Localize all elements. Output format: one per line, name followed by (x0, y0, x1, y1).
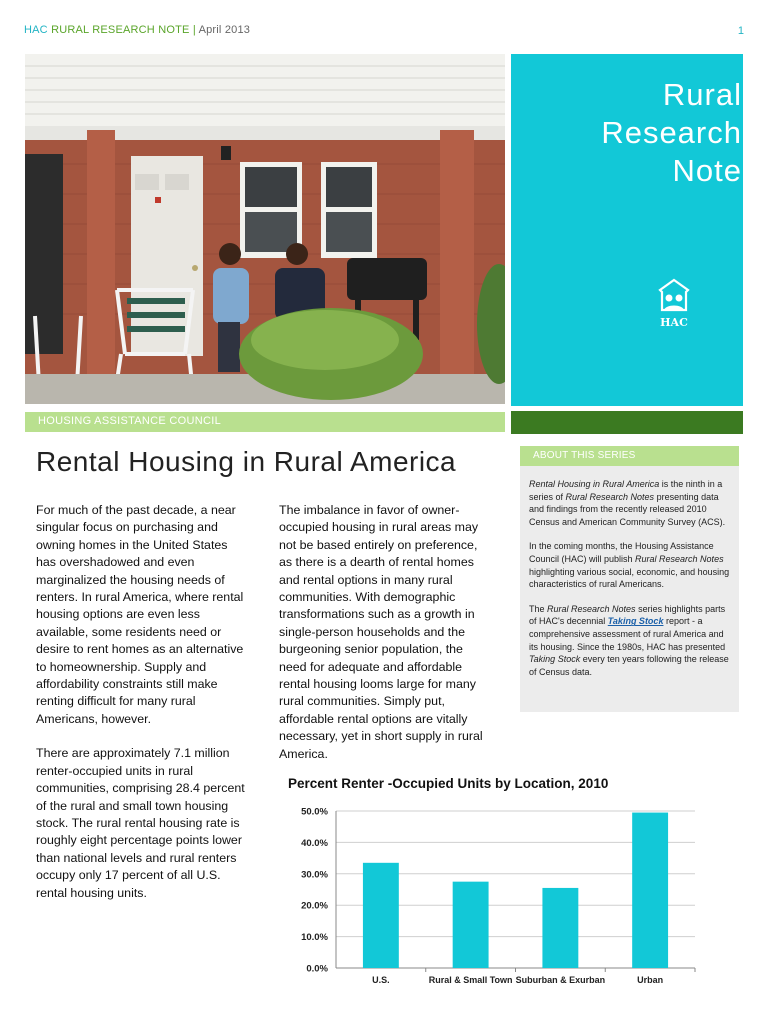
y-tick-label: 10.0% (301, 932, 328, 944)
body-paragraph-3: The imbalance in favor of owner-occupied housing in rural areas may not be based entirely on preference, as there is a dearth of rental homes and rental options in many rural communities. With demographic transformations such as a growth in single-person households and the burgeoning senior population, the need for adequate and affordable rental housing looms large for many rural communities. Simply put, affordable rental options are vitally necessary, yet in short supply in rural America. (279, 503, 483, 761)
cover-title-line-1: Rural (662, 77, 742, 112)
header-date: April 2013 (198, 24, 251, 36)
about-paragraph-1 (529, 478, 730, 528)
org-band-label: HOUSING ASSISTANCE COUNCIL (38, 415, 222, 427)
header-separator: | (192, 24, 196, 36)
about-p1-italic-2: Rural Research Notes (565, 491, 655, 502)
about-p3-text-b: series highlights parts of HAC's decennial (529, 603, 726, 627)
porch-photo-illustration (25, 54, 505, 404)
header-series: RURAL RESEARCH NOTE (51, 24, 190, 36)
about-p2-text-a: In the coming months, the Housing Assistance Council (HAC) will publish (529, 541, 714, 564)
cover-photo (25, 54, 505, 404)
cover-series-title (601, 76, 742, 190)
bar (632, 813, 668, 968)
about-p3-italic: Rural Research Notes (547, 603, 636, 614)
x-tick-label: U.S. (372, 975, 390, 985)
about-p3-italic-2: Taking Stock (529, 654, 581, 665)
page-header (24, 24, 250, 36)
about-p3-text-a: The (529, 603, 548, 614)
about-p1-text-b: presenting data and findings from the recently released 2010 Census and American Community Survey (ACS). (529, 491, 726, 527)
about-p1-italic: Rental Housing in Rural America (529, 479, 660, 489)
taking-stock-link[interactable]: Taking Stock (607, 616, 664, 627)
hac-logo-text: HAC (660, 316, 688, 329)
about-p3-text-c: report - a comprehensive assessment of rural America and its housing. Since the 1980s, HAC has presented (529, 616, 726, 652)
bar (542, 888, 578, 968)
body-column-1 (36, 502, 246, 919)
cover-title-line-2: Research (601, 115, 742, 150)
about-p2-italic: Rural Research Notes (635, 553, 724, 564)
about-p1-text-a: is the ninth in a series of (529, 479, 723, 502)
about-series-header (520, 446, 739, 466)
article-title: Rental Housing in Rural America (36, 446, 457, 477)
about-series-box (520, 446, 739, 712)
bar (453, 882, 489, 968)
org-band (25, 412, 505, 432)
y-tick-label: 30.0% (301, 869, 328, 881)
hac-logo-icon (652, 276, 696, 332)
bar (363, 863, 399, 968)
page-number: 1 (737, 25, 744, 37)
body-column-2 (279, 502, 493, 780)
hac-logo (652, 276, 696, 332)
cover-title-line-3: Note (672, 153, 742, 188)
renter-occupied-bar-chart (280, 800, 750, 1010)
about-series-body (529, 478, 730, 690)
y-tick-label: 0.0% (306, 963, 328, 975)
y-tick-label: 20.0% (301, 900, 328, 912)
about-paragraph-2 (529, 540, 730, 590)
x-tick-label: Urban (637, 975, 664, 985)
body-paragraph-1: For much of the past decade, a near singular focus on purchasing and owning homes in the United States has overshadowed and even marginalized the housing needs of renters. In rural America, where rental housing options are even less available, some residents need or desire to rent homes as an alternative to homeownership. Supply and affordability constraints still make renting difficult for many rural Americans, however. (36, 503, 244, 726)
body-paragraph-2: There are approximately 7.1 million renter-occupied units in rural communities, comprising 28.4 percent of the rural and small town housing stock. The rural rental housing rate is roughly eight percentage points lower than national levels and rural renters occupy only 17 percent of all U.S. rental housing units. (36, 746, 245, 900)
header-org: HAC (24, 24, 48, 36)
about-p3-text-d: every ten years following the release of Census data. (529, 654, 729, 677)
x-tick-label: Suburban & Exurban (515, 975, 606, 985)
x-tick-label: Rural & Small Town (428, 975, 513, 985)
about-paragraph-3 (529, 603, 730, 679)
chart-title: Percent Renter -Occupied Units by Location, 2010 (288, 776, 609, 791)
about-p2-text-b: highlighting various social, economic, and housing characteristics of rural Americans. (529, 566, 730, 590)
about-series-heading: ABOUT THIS SERIES (533, 450, 636, 461)
y-tick-label: 50.0% (301, 806, 328, 818)
accent-band (511, 411, 743, 434)
y-tick-label: 40.0% (301, 837, 328, 849)
